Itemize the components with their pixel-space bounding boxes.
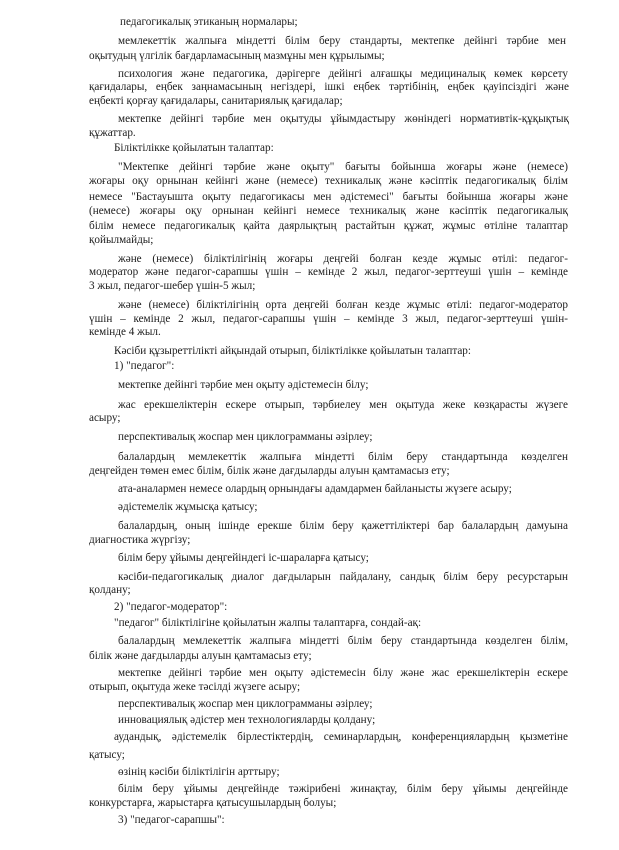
text-line: диагностика жүргізу; bbox=[89, 533, 191, 546]
text-line: қағидалары, еңбек заңнамасының негіздері, ішкі еңбек тәртібінің, еңбек қауіпсіздігі және bbox=[89, 81, 569, 94]
text-line: мектепке дейінгі тәрбие мен оқыту әдістемесін білу; bbox=[118, 378, 369, 391]
text-line: мектепке дейінгі тәрбие мен оқыту әдістемесін білу және жас ерекшеліктерін ескере bbox=[118, 667, 568, 679]
text-line: перспективалық жоспар мен циклограмманы әзірлеу; bbox=[118, 431, 373, 444]
text-line: мемлекеттік жалпыға міндетті білім беру стандарты, мектепке дейінгі тәрбие мен bbox=[118, 34, 566, 47]
text-line: білім беру ұйымы деңгейінде тәжірибені жинақтау, білім беру ұйымы деңгейінде bbox=[118, 783, 568, 795]
text-line: үшін – кемінде 2 жыл, педагог-сарапшы үшін – кемінде 3 жыл, педагог-зерттеуші үшін- bbox=[89, 312, 568, 325]
list-heading: 1) "педагог": bbox=[114, 360, 175, 372]
text-line: кәсіби-педагогикалық диалог дағдыларын пайдалану, сандық білім беру ресурстарын bbox=[118, 570, 568, 583]
text-line: еңбекті қорғау қағидалары, санитариялық қағидалар; bbox=[89, 95, 343, 108]
text-line: өзінің кәсіби біліктілігін арттыру; bbox=[118, 765, 280, 778]
text-line: "педагог" біліктілігіне қойылатын жалпы талаптарға, сондай-ақ: bbox=[114, 617, 422, 630]
text-line: құжаттар. bbox=[89, 126, 136, 139]
text-line: психология және педагогика, дәрігерге дейінгі алғашқы медициналық көмек көрсету bbox=[118, 67, 568, 80]
text-line: әдістемелік жұмысқа қатысу; bbox=[118, 501, 258, 513]
text-line: білік және дағдыларды алуын қамтамасыз ету; bbox=[89, 649, 312, 662]
text-line: және (немесе) біліктілігінің орта деңгейі болған кезде жұмыс өтілі: педагог-модератор bbox=[118, 298, 568, 311]
text-line: конкурстарға, жарыстарға қатысушылардың болуы; bbox=[89, 796, 337, 809]
text-line: қолдану; bbox=[89, 584, 131, 597]
text-line: "Мектепке дейінгі тәрбие және оқыту" бағыты бойынша жоғары және (немесе) bbox=[118, 160, 568, 173]
text-line: жас ерекшеліктерін ескере отырып, тәрбиелеу мен оқытуда жеке көзқарасты жүзеге bbox=[118, 398, 568, 411]
text-line: педагогикалық этиканың нормалары; bbox=[120, 16, 298, 28]
text-line: ата-аналармен немесе олардың орнындағы адамдармен байланысты жүзеге асыру; bbox=[118, 482, 512, 495]
text-line: перспективалық жоспар мен циклограмманы әзірлеу; bbox=[118, 697, 373, 710]
text-line: деңгейден төмен емес білім, білік және дағдыларды алуын қамтамасыз ету; bbox=[89, 464, 450, 477]
text-line: жоғары оқу орнынан кейінгі және (немесе) техникалық және кәсіптік педагогикалық білім bbox=[89, 175, 568, 188]
text-line: балалардың мемлекеттік жалпыға міндетті білім беру стандартында көзделген білім, bbox=[118, 635, 568, 648]
text-line: кемінде 4 жыл. bbox=[89, 326, 161, 339]
text-line: 3 жыл, педагог-шебер үшін-5 жыл; bbox=[89, 280, 256, 292]
text-line: мектепке дейінгі тәрбие мен оқытуды ұйымдастыру жөніндегі нормативтік-құқықтық bbox=[118, 113, 569, 126]
list-heading: 2) "педагог-модератор": bbox=[114, 600, 228, 613]
text-line: асыру; bbox=[89, 412, 121, 425]
text-line: отырып, оқытуда жеке тәсілді жүзеге асыру; bbox=[89, 680, 301, 693]
text-line: оқытудың үлгілік бағдарламасының мазмұны мен құрылымы; bbox=[89, 49, 385, 62]
list-heading: 3) "педагог-сарапшы": bbox=[118, 814, 225, 826]
text-line: қатысу; bbox=[89, 748, 125, 761]
text-line: және (немесе) біліктілігінің жоғары деңгейі болған кезде жұмыс өтілі: педагог- bbox=[118, 252, 568, 265]
text-line: аудандық, әдістемелік бірлестіктердің, семинарлардың, конференциялардың қызметіне bbox=[114, 731, 568, 744]
text-line: немесе "Бастауышта оқыту педагогикасы мен әдістемесі" бағыты бойынша жоғары және bbox=[89, 190, 568, 203]
section-heading: Біліктілікке қойылатын талаптар: bbox=[114, 141, 274, 154]
text-line: (немесе) жоғары оқу орнынан кейінгі немесе техникалық және кәсіптік педагогикалық bbox=[89, 205, 568, 218]
text-line: балалардың мемлекеттік жалпыға міндетті білім беру стандартында көзделген bbox=[118, 451, 568, 464]
section-heading: Кәсіби құзыреттілікті айқындай отырып, біліктілікке қойылатын талаптар: bbox=[114, 344, 472, 357]
text-line: модератор және педагог-сарапшы үшін – кемінде 2 жыл, педагог-зерттеуші үшін – кемінде bbox=[89, 266, 568, 279]
text-line: балалардың, оның ішінде ерекше білім беру қажеттіліктері бар балалардың дамуына bbox=[118, 519, 568, 532]
text-line: инновациялық әдістер мен технологияларды қолдану; bbox=[118, 714, 376, 727]
text-line: білім беру ұйымы деңгейіндегі іс-шараларға қатысу; bbox=[118, 551, 369, 564]
text-line: білім немесе педагогикалық қайта даярлықтың растайтын құжат, жұмыс өтіліне талаптар bbox=[89, 219, 568, 232]
text-line: қойылмайды; bbox=[89, 234, 154, 247]
